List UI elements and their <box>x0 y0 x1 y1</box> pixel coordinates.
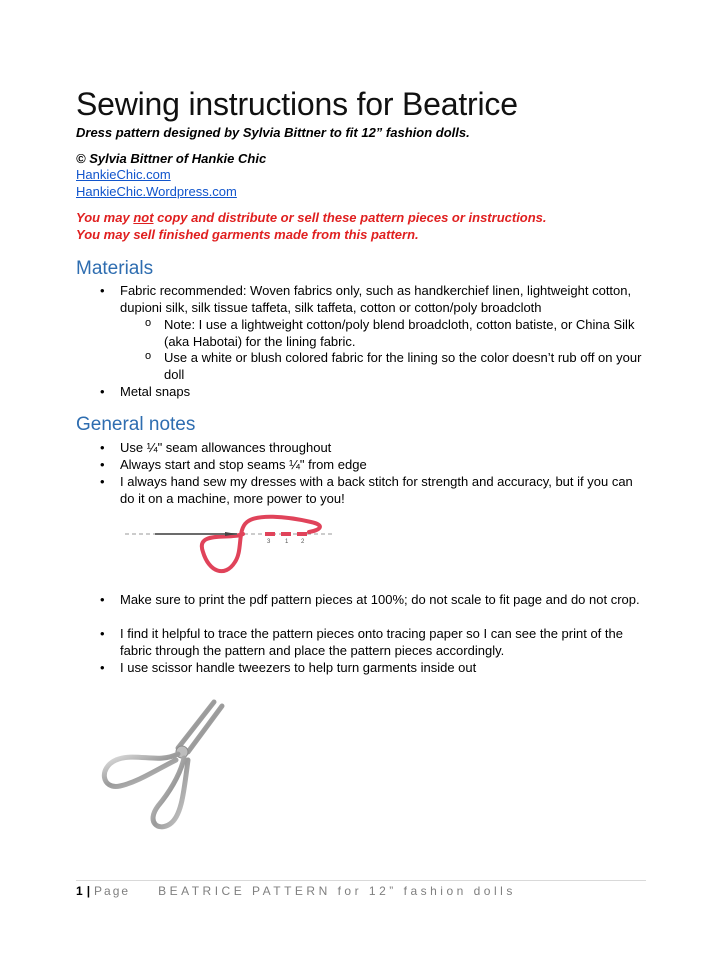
sub-list-item-text: Use a white or blush colored fabric for the lining so the color doesn’t rub off on your doll <box>164 350 642 382</box>
list-item-text: Metal snaps <box>120 384 191 399</box>
tweezer-handle-loop <box>104 754 178 786</box>
list-item-text: Use ¼" seam allowances throughout <box>120 440 332 455</box>
footer-doc-name: BEATRICE PATTERN for 12” fashion dolls <box>158 884 516 898</box>
warning-emphasis: not <box>133 210 154 225</box>
materials-heading: Materials <box>76 258 154 279</box>
warning-text-pre: You may <box>76 210 134 225</box>
list-item-text: Fabric recommended: Woven fabrics only, such as handkerchief linen, lightweight cotton, dupioni silk, silk tissue taffeta, silk taffeta, cotton or cotton/poly broadcloth <box>120 283 632 315</box>
subtitle: Dress pattern designed by Sylvia Bittner to fit 12” fashion dolls. <box>76 125 470 140</box>
list-item <box>100 383 640 400</box>
stitch <box>265 532 275 536</box>
stitch-label: 3 <box>267 539 271 545</box>
bullet-icon: • <box>100 384 105 399</box>
sub-list-item-text: Note: I use a lightweight cotton/poly blend broadcloth, cotton batiste, or China Silk (aka Habotai) for the lining fabric. <box>164 317 635 349</box>
list-item-text: Make sure to print the pdf pattern pieces at 100%; do not scale to fit page and do not crop. <box>120 592 640 607</box>
list-item-text: I use scissor handle tweezers to help turn garments inside out <box>120 660 477 675</box>
tweezers-image <box>96 690 256 840</box>
hankiechic-link[interactable]: HankieChic.com <box>76 167 171 182</box>
footer-divider <box>76 880 646 881</box>
sub-bullet-icon: o <box>145 317 152 329</box>
stitch-label: 1 <box>285 539 289 545</box>
back-stitch-diagram <box>125 510 345 590</box>
sub-list-item <box>145 349 645 383</box>
bullet-icon: • <box>100 457 105 472</box>
copyright-notice: © Sylvia Bittner of Hankie Chic <box>76 151 267 166</box>
bullet-icon: • <box>100 474 105 489</box>
page-footer <box>76 884 516 898</box>
general-notes-heading: General notes <box>76 414 196 435</box>
sub-list-item <box>145 316 645 350</box>
warning-line-2: You may sell finished garments made from this pattern. <box>76 227 419 242</box>
bullet-icon: • <box>100 283 105 298</box>
footer-separator: | <box>86 884 91 898</box>
list-item <box>100 282 640 316</box>
bullet-icon: • <box>100 660 105 675</box>
list-item <box>100 659 640 676</box>
stitch <box>281 532 291 536</box>
list-item <box>100 473 640 507</box>
sub-bullet-icon: o <box>145 350 152 362</box>
stitch-label: 2 <box>301 539 305 545</box>
page-word: Page <box>94 884 131 898</box>
bullet-icon: • <box>100 440 105 455</box>
bullet-icon: • <box>100 626 105 641</box>
page-number: 1 <box>76 884 83 898</box>
bullet-icon: • <box>100 592 105 607</box>
list-item-text: Always start and stop seams ¼" from edge <box>120 457 367 472</box>
list-item-text: I find it helpful to trace the pattern pieces onto tracing paper so I can see the print of the fabric through the pattern and place the pattern pieces accordingly. <box>120 626 623 658</box>
page-title: Sewing instructions for Beatrice <box>76 86 518 122</box>
list-item <box>100 456 640 473</box>
list-item <box>100 591 640 625</box>
list-item <box>100 625 640 659</box>
warning-line-1 <box>76 210 547 225</box>
list-item <box>100 439 640 456</box>
stitch <box>297 532 307 536</box>
wordpress-link[interactable]: HankieChic.Wordpress.com <box>76 184 237 199</box>
warning-text-post: copy and distribute or sell these pattern pieces or instructions. <box>153 210 547 225</box>
list-item-text: I always hand sew my dresses with a back stitch for strength and accuracy, but if you can do it on a machine, more power to you! <box>120 474 633 506</box>
